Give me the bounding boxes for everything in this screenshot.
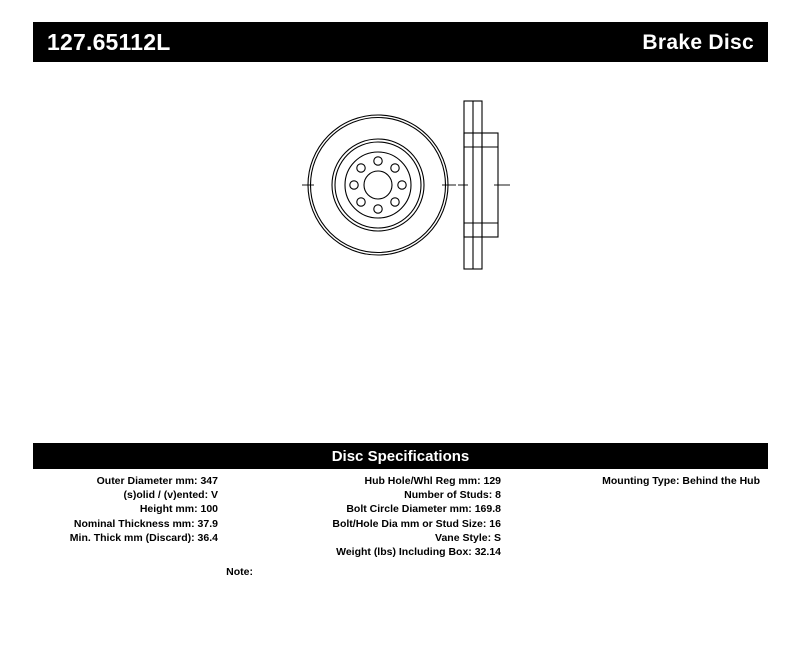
bolt-hole: [398, 181, 406, 189]
bolt-hole: [350, 181, 358, 189]
spec-section-header: [33, 443, 768, 469]
spec-item: Height mm: 100: [139, 503, 218, 516]
spec-item: Bolt/Hole Dia mm or Stud Size: 16: [332, 517, 501, 530]
spec-item: Mounting Type: Behind the Hub: [602, 475, 760, 487]
spec-section-title: Disc Specifications: [331, 447, 470, 465]
spec-item: (s)olid / (v)ented: V: [123, 489, 218, 502]
page-title: Brake Disc: [642, 30, 754, 54]
spec-body: [33, 474, 768, 559]
spec-item: Hub Hole/Whl Reg mm: 129: [364, 475, 501, 487]
header-bar: [33, 22, 768, 62]
spec-item: Vane Style: S: [435, 531, 501, 544]
spec-column-middle: [218, 474, 513, 559]
spec-column-right: [513, 474, 768, 488]
spec-item: Weight (lbs) Including Box: 32.14: [336, 546, 501, 559]
bolt-hole: [391, 198, 399, 206]
hub-hole: [364, 171, 392, 199]
part-number: 127.65112L: [47, 28, 171, 55]
spec-item: Number of Studs: 8: [404, 489, 501, 502]
bolt-hole: [374, 205, 382, 213]
brake-disc-technical-drawing: [280, 95, 540, 285]
note-label: Note:: [226, 566, 253, 578]
section-hat: [464, 133, 498, 237]
bolt-hole: [374, 157, 382, 165]
bolt-hole: [357, 198, 365, 206]
spec-item: Outer Diameter mm: 347: [96, 475, 218, 487]
spec-column-left: [33, 474, 218, 545]
spec-item: Bolt Circle Diameter mm: 169.8: [346, 503, 501, 516]
bolt-hole: [357, 164, 365, 172]
rotor-outer-edge: [308, 115, 448, 255]
spec-item: Nominal Thickness mm: 37.9: [73, 517, 218, 530]
bolt-hole: [391, 164, 399, 172]
spec-item: Min. Thick mm (Discard): 36.4: [69, 531, 218, 544]
